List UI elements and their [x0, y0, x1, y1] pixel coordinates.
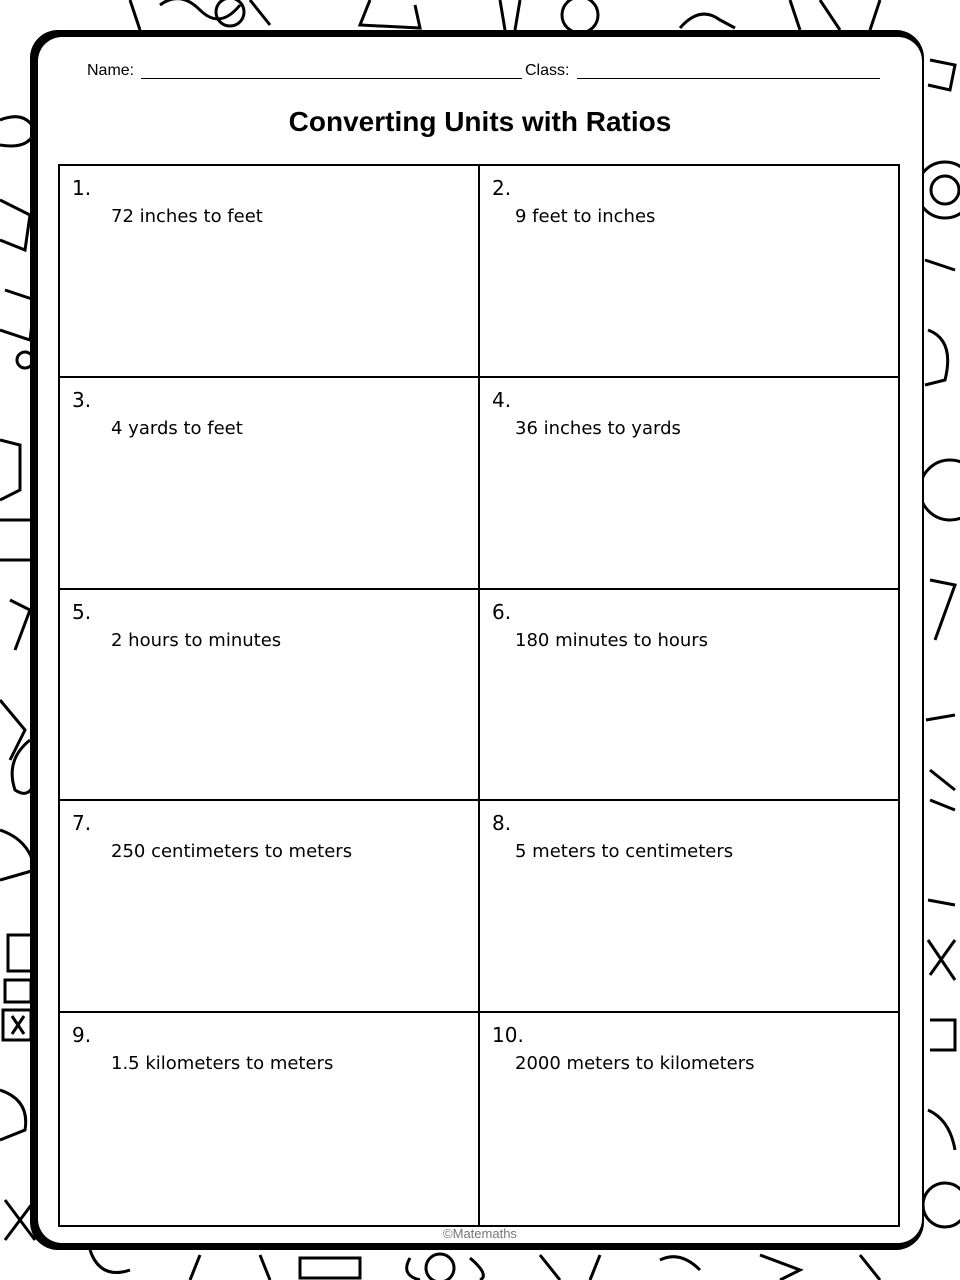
problem-prompt: 180 minutes to hours: [515, 629, 709, 651]
problem-cell[interactable]: [480, 166, 898, 378]
problem-number: 8.: [492, 811, 512, 836]
problem-cell[interactable]: [480, 1013, 898, 1225]
problem-cell[interactable]: [60, 1013, 480, 1225]
problem-prompt: 1.5 kilometers to meters: [111, 1053, 334, 1075]
problem-number: 9.: [72, 1023, 92, 1048]
problem-number: 1.: [72, 176, 92, 200]
problem-number: 4.: [492, 387, 512, 412]
problem-prompt: 5 meters to centimeters: [515, 841, 734, 863]
problem-number: 7.: [72, 811, 92, 836]
problem-number: 5.: [72, 599, 92, 624]
problem-prompt: 4 yards to feet: [111, 417, 243, 439]
copyright-footer: ©Matemaths: [443, 1226, 517, 1241]
problem-cell[interactable]: [480, 590, 898, 802]
problem-number: 2.: [492, 176, 512, 200]
problem-number: 6.: [492, 599, 512, 624]
problem-cell[interactable]: [60, 590, 480, 802]
problem-cell[interactable]: [60, 166, 480, 378]
problem-prompt: 250 centimeters to meters: [111, 841, 353, 863]
worksheet-header: [87, 60, 887, 84]
problem-prompt: 2 hours to minutes: [111, 629, 282, 651]
class-write-line[interactable]: [577, 78, 880, 79]
problem-prompt: 72 inches to feet: [111, 206, 263, 227]
problem-cell[interactable]: [60, 801, 480, 1013]
problem-prompt: 36 inches to yards: [515, 417, 681, 439]
problem-cell[interactable]: [480, 801, 898, 1013]
problem-prompt: 2000 meters to kilometers: [515, 1053, 755, 1075]
worksheet-title: Converting Units with Ratios: [288, 106, 672, 137]
problem-prompt: 9 feet to inches: [515, 206, 656, 227]
problem-number: 3.: [72, 387, 92, 412]
problem-grid: [58, 164, 900, 1227]
name-write-line[interactable]: [141, 78, 522, 79]
problem-cell[interactable]: [480, 378, 898, 590]
problem-cell[interactable]: [60, 378, 480, 590]
name-label: Name:: [87, 62, 135, 79]
class-label: Class:: [525, 62, 570, 79]
problem-number: 10.: [492, 1023, 524, 1048]
